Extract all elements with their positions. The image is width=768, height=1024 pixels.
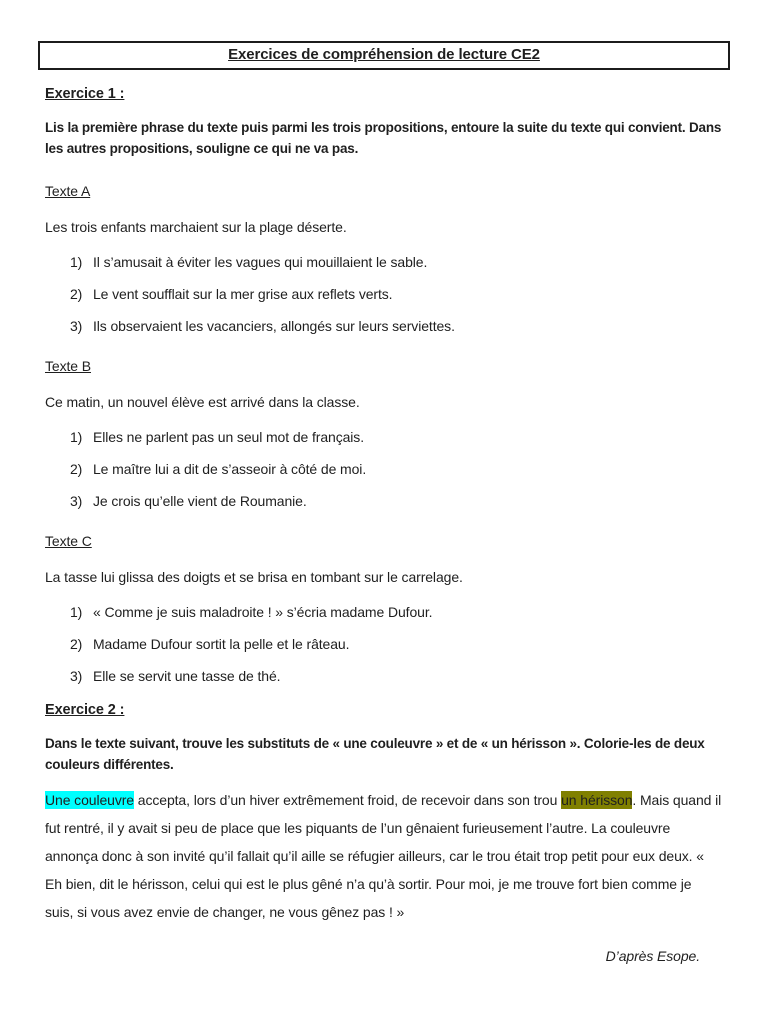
text-a-label: Texte A <box>45 183 91 199</box>
option-number: 2) <box>70 636 83 652</box>
option-text: Elles ne parlent pas un seul mot de français. <box>93 429 364 445</box>
exercise1-instructions: Lis la première phrase du texte puis parmi les trois propositions, entoure la suite du texte qui convient. Dans les autres propositions, souligne ce qui ne va pas. <box>45 120 722 156</box>
option-row <box>70 286 723 302</box>
highlight-couleuvre: Une couleuvre <box>45 792 134 808</box>
option-row <box>70 254 723 270</box>
option-number: 1) <box>70 254 83 270</box>
text-b-label: Texte B <box>45 358 91 374</box>
text-b-options <box>70 429 723 509</box>
page-title: Exercices de compréhension de lecture CE2 <box>228 46 540 63</box>
passage-text: . Mais quand il fut rentré, il y avait si peu de place que les piquants de l’un gênaient furieusement l’autre. La couleuvre annonça donc à son invité qu’il fallait qu’il aille se réfugier ailleurs, car le trou était trop petit pour eux deux. « Eh bien, dit le hérisson, celui qui est le plus gêné n’a qu’à sortir. Pour moi, je me trouve fort bien comme je suis, si vous avez envie de changer, ne vous gênez pas ! » <box>45 792 722 920</box>
option-number: 1) <box>70 604 83 620</box>
option-number: 2) <box>70 461 83 477</box>
option-text: Madame Dufour sortit la pelle et le râteau. <box>93 636 350 652</box>
option-text: Ils observaient les vacanciers, allongés sur leurs serviettes. <box>93 318 455 334</box>
option-row <box>70 604 723 620</box>
exercise1-heading: Exercice 1 : <box>45 86 125 102</box>
option-number: 1) <box>70 429 83 445</box>
exercise2-passage <box>45 786 723 926</box>
option-text: Il s’amusait à éviter les vagues qui mouillaient le sable. <box>93 254 428 270</box>
text-b-sentence: Ce matin, un nouvel élève est arrivé dans la classe. <box>45 394 360 410</box>
option-number: 3) <box>70 318 83 334</box>
exercise2-heading: Exercice 2 : <box>45 702 125 718</box>
option-number: 3) <box>70 668 83 684</box>
passage-text: accepta, lors d’un hiver extrêmement froid, de recevoir dans son trou <box>133 792 562 808</box>
text-c-options <box>70 604 723 684</box>
option-row <box>70 429 723 445</box>
option-row <box>70 636 723 652</box>
option-text: « Comme je suis maladroite ! » s’écria madame Dufour. <box>93 604 433 620</box>
text-c-label: Texte C <box>45 533 92 549</box>
option-text: Je crois qu’elle vient de Roumanie. <box>93 493 307 509</box>
option-row <box>70 318 723 334</box>
attribution: D’après Esope. <box>605 948 700 964</box>
option-row <box>70 668 723 684</box>
option-row <box>70 461 723 477</box>
option-row <box>70 493 723 509</box>
option-text: Elle se servit une tasse de thé. <box>93 668 281 684</box>
highlight-herisson: un hérisson <box>561 792 633 808</box>
text-c-sentence: La tasse lui glissa des doigts et se brisa en tombant sur le carrelage. <box>45 569 463 585</box>
exercise2-instructions: Dans le texte suivant, trouve les substituts de « une couleuvre » et de « un hérisson ». Colorie-les de deux couleurs différentes. <box>45 736 705 772</box>
title-box <box>38 41 730 70</box>
text-a-sentence: Les trois enfants marchaient sur la plage déserte. <box>45 219 347 235</box>
option-text: Le maître lui a dit de s’asseoir à côté de moi. <box>93 461 367 477</box>
option-number: 3) <box>70 493 83 509</box>
option-text: Le vent soufflait sur la mer grise aux reflets verts. <box>93 286 393 302</box>
option-number: 2) <box>70 286 83 302</box>
text-a-options <box>70 254 723 334</box>
